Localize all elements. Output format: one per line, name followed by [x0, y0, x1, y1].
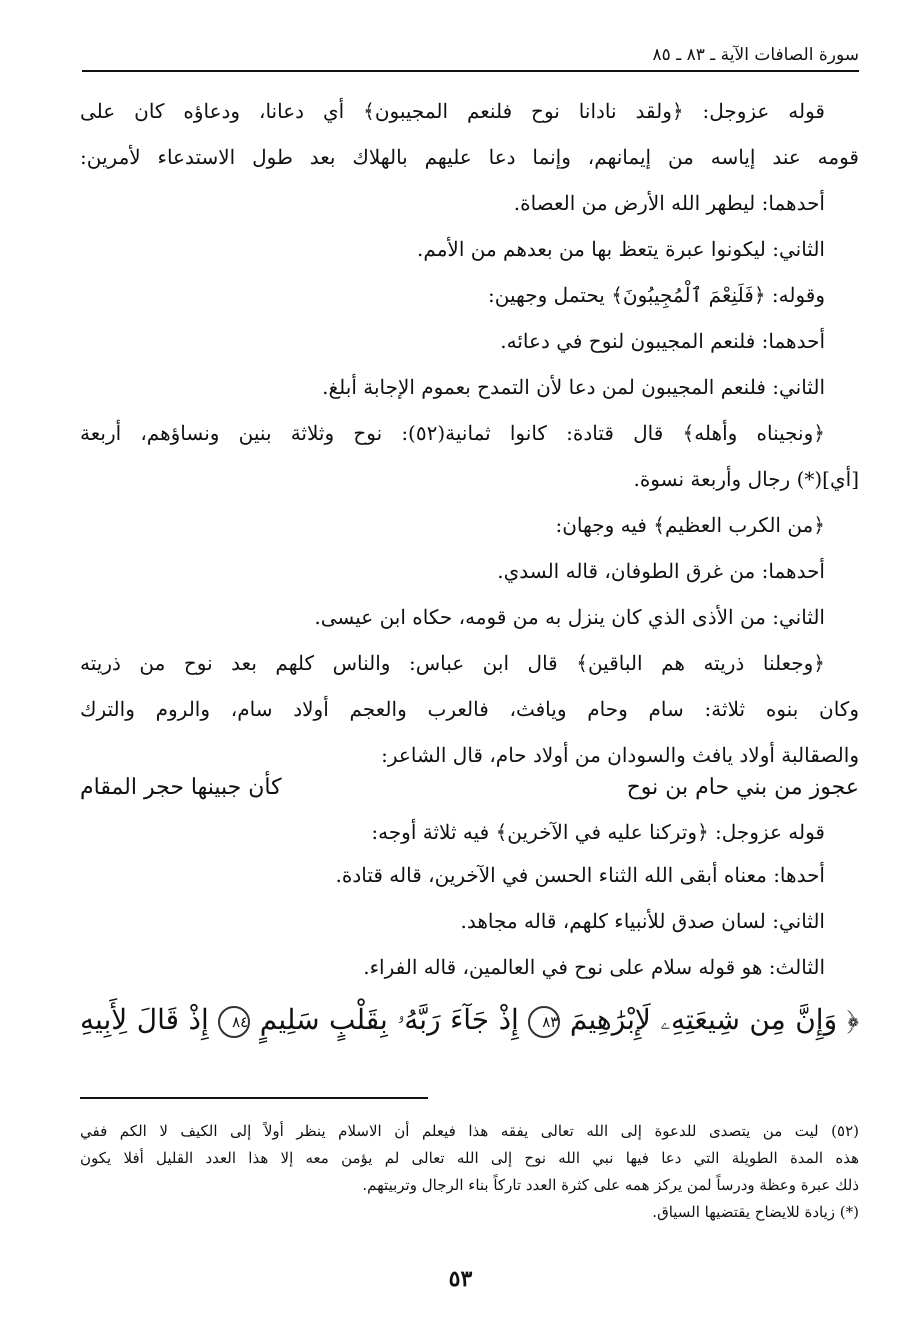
text-line: الثاني: ليكونوا عبرة يتعظ بها من بعدهم من الأمم.	[417, 237, 825, 261]
footnote-line: ذلك عبرة وعظة ودرساً لمن يركز همه على كثرة العدد تاركاً بناء الرجال وتربيتهم.	[362, 1176, 859, 1194]
page-number: ٥٣	[448, 1266, 473, 1292]
main-text	[80, 88, 859, 778]
verse-text: إِذْ قَالَ لِأَبِيهِ	[80, 1003, 209, 1036]
text-line: قوله عزوجل: ﴿وتركنا عليه في الآخرين﴾ فيه ثلاثة أوجه:	[371, 820, 825, 844]
footnote-separator	[80, 1097, 428, 1099]
verse-text: إِذْ جَآءَ رَبَّهُۥ بِقَلْبٍ سَلِيمٍ	[259, 1003, 519, 1036]
verse-open-bracket: ﴿	[846, 1003, 859, 1036]
quran-verse	[80, 990, 859, 1050]
text-line: قومه عند إياسه من إيمانهم، وإنما دعا عليهم بالهلاك بعد طول الاستدعاء لأمرين:	[80, 145, 859, 169]
running-header	[82, 42, 859, 72]
text-line: الثاني: من الأذى الذي كان ينزل به من قومه، حكاه ابن عيسى.	[314, 605, 825, 629]
text-line: الثاني: فلنعم المجيبون لمن دعا لأن التمدح بعموم الإجابة أبلغ.	[322, 375, 825, 399]
verse-text: وَإِنَّ مِن شِيعَتِهِۦ لَإِبْرَٰهِيمَ	[569, 1003, 838, 1036]
main-text-continued	[80, 812, 859, 990]
footnote-line: (*) زيادة للايضاح يقتضيها السياق.	[652, 1203, 859, 1221]
text-line: أحدها: معناه أبقى الله الثناء الحسن في الآخرين، قاله قتادة.	[335, 863, 825, 887]
text-line: أحدهما: فلنعم المجيبون لنوح في دعائه.	[500, 329, 825, 353]
text-line: ﴿وجعلنا ذريته هم الباقين﴾ قال ابن عباس: والناس كلهم بعد نوح من ذريته	[80, 651, 825, 675]
text-line: قوله عزوجل: ﴿ولقد نادانا نوح فلنعم المجيبون﴾ أي دعانا، ودعاؤه كان على	[80, 99, 825, 123]
footnotes	[80, 1118, 859, 1226]
text-line: أحدهما: ليطهر الله الأرض من العصاة.	[513, 191, 825, 215]
poem-hemistich: عجوز من بني حام بن نوح	[626, 775, 859, 800]
text-line: الثاني: لسان صدق للأنبياء كلهم، قاله مجاهد.	[460, 909, 825, 933]
verse-number-marker: ٨٤	[218, 1006, 250, 1038]
poem-verse	[80, 766, 859, 810]
text-line: الثالث: هو قوله سلام على نوح في العالمين، قاله الفراء.	[363, 955, 825, 979]
text-line: ﴿ونجيناه وأهله﴾ قال قتادة: كانوا ثمانية(٥٢): نوح وثلاثة بنين ونساؤهم، أربعة	[80, 421, 825, 445]
footnote-line: (٥٢) ليت من يتصدى للدعوة إلى الله تعالى يفقه هذا فيعلم أن الاسلام ينظر أولاً إلى الكيف لا الكم ففي	[80, 1122, 859, 1140]
text-line: وكان بنوه ثلاثة: سام وحام ويافث، فالعرب والعجم أولاد سام، والروم والترك	[80, 697, 859, 721]
footnote-line: هذه المدة الطويلة التي دعا فيها نبي الله نوح إلى الله تعالى لم يؤمن معه إلا هذا العدد القليل أفلا يكون	[80, 1149, 859, 1167]
text-line: والصقالبة أولاد يافث والسودان من أولاد حام، قال الشاعر:	[381, 743, 859, 767]
poem-hemistich: كأن جبينها حجر المقام	[80, 775, 282, 800]
running-title: سورة الصافات الآية ـ ٨٣ ـ ٨٥	[652, 45, 859, 65]
text-line: أحدهما: من غرق الطوفان، قاله السدي.	[497, 559, 825, 583]
verse-number-marker: ٨٣	[528, 1006, 560, 1038]
text-line: وقوله: ﴿فَلَنِعْمَ ٱلْمُجِيبُونَ﴾ يحتمل وجهين:	[488, 283, 825, 307]
text-line: ﴿من الكرب العظيم﴾ فيه وجهان:	[555, 513, 825, 537]
text-line: [أي](*) رجال وأربعة نسوة.	[633, 467, 859, 491]
